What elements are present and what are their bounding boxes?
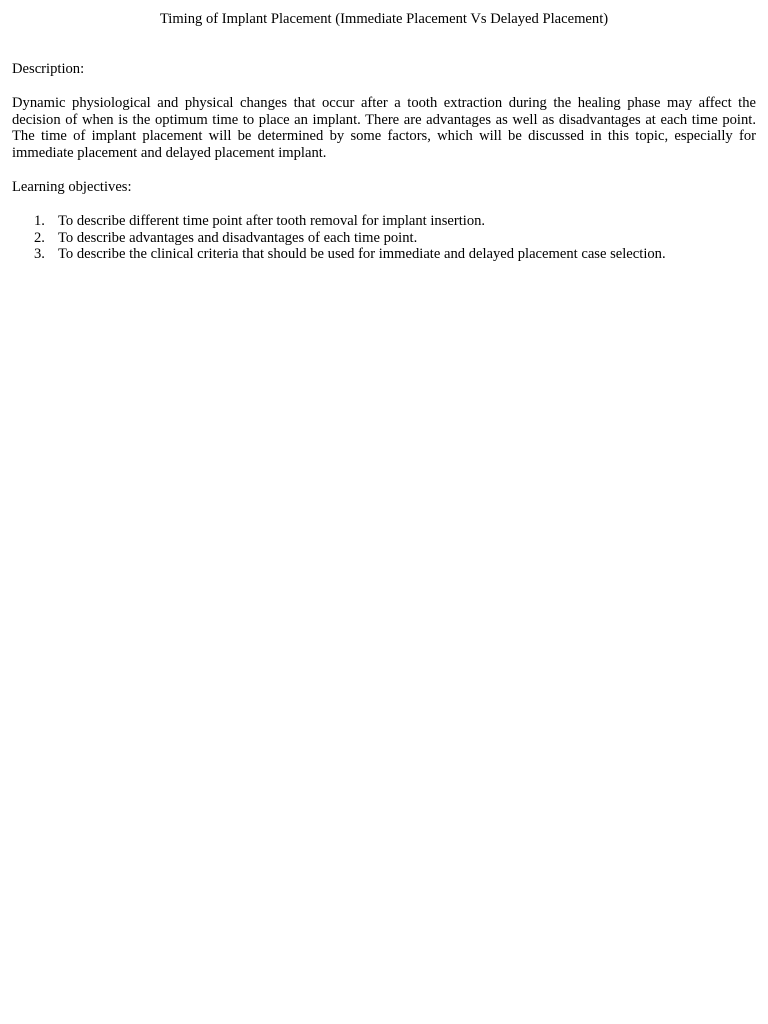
description-paragraph: Dynamic physiological and physical changes that occur after a tooth extraction during the healing phase may affect the decision of when is the optimum time to place an implant. There are advantages as well as disadvantages at each time point. The time of implant placement will be determined by some factors, which will be discussed in this topic, especially for immediate placement and delayed placement implant. [12,94,756,162]
document-title: Timing of Implant Placement (Immediate Placement Vs Delayed Placement) [159,11,609,27]
list-item-number: 3. [34,246,45,263]
list-item-text: To describe different time point after tooth removal for implant insertion. [58,212,486,229]
list-item-text: To describe advantages and disadvantages of each time point. [58,229,418,246]
list-item [12,230,756,247]
list-item-text: To describe the clinical criteria that should be used for immediate and delayed placement case selection. [58,246,666,263]
description-label: Description: [12,61,85,77]
learning-objectives-label: Learning objectives: [12,178,132,195]
list-item-number: 1. [34,212,45,229]
learning-objectives-list [12,213,756,263]
list-item-number: 2. [34,229,45,246]
list-item [12,213,756,230]
list-item [12,246,756,263]
